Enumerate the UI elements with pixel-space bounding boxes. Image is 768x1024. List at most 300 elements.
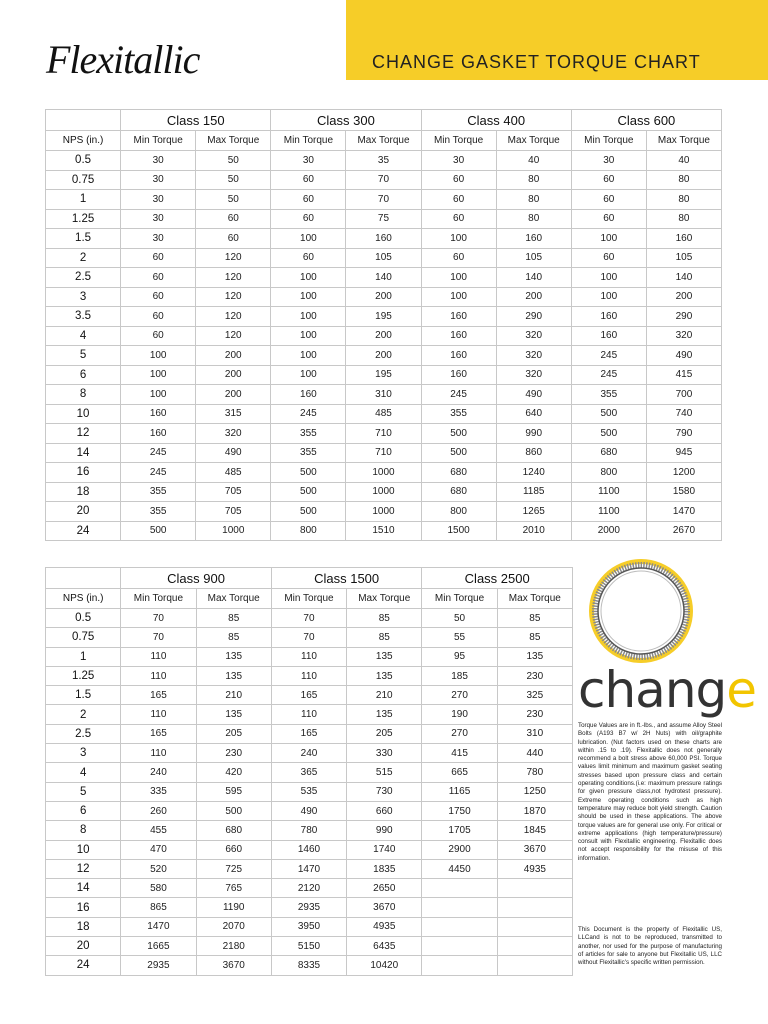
- torque-value-cell: 2180: [196, 937, 271, 956]
- torque-value-cell: 355: [271, 443, 346, 463]
- torque-value-cell: 320: [496, 346, 571, 366]
- torque-value-cell: 40: [496, 151, 571, 171]
- nps-size-cell: 18: [46, 482, 121, 502]
- torque-value-cell: 60: [121, 268, 196, 288]
- torque-value-cell: 100: [271, 229, 346, 249]
- torque-value-cell: 1100: [571, 482, 646, 502]
- torque-value-cell: 50: [196, 151, 271, 171]
- torque-value-cell: 355: [121, 502, 196, 522]
- torque-value-cell: 1835: [347, 859, 422, 878]
- table-row: [46, 385, 722, 405]
- torque-value-cell: 705: [196, 502, 271, 522]
- torque-value-cell: 135: [497, 647, 572, 666]
- torque-value-cell: 730: [347, 782, 422, 801]
- table-row: [46, 782, 573, 801]
- torque-value-cell: 60: [571, 170, 646, 190]
- torque-value-cell: 135: [196, 647, 271, 666]
- header-blank-cell: [46, 568, 121, 589]
- torque-value-cell: 860: [496, 443, 571, 463]
- torque-value-cell: 200: [496, 287, 571, 307]
- torque-value-cell: 80: [496, 170, 571, 190]
- max-torque-header: Max Torque: [646, 131, 721, 151]
- torque-value-cell: 515: [347, 763, 422, 782]
- torque-value-cell: 40: [646, 151, 721, 171]
- torque-value-cell: 355: [271, 424, 346, 444]
- torque-value-cell: 245: [121, 443, 196, 463]
- max-torque-header: Max Torque: [196, 589, 271, 609]
- torque-value-cell: 1460: [271, 840, 346, 859]
- torque-value-cell: 30: [271, 151, 346, 171]
- nps-size-cell: 6: [46, 801, 121, 820]
- torque-value-cell: 680: [571, 443, 646, 463]
- torque-value-cell: 740: [646, 404, 721, 424]
- property-notice: This Document is the property of Flexitallic US, LLCand is not to be reproduced, transmitted to another, nor used for the purpose of manufacturing of articles for sale to anyone but Flexitallic US, LLC without Flexitallic's specific written permission.: [578, 926, 722, 967]
- torque-value-cell: 210: [347, 686, 422, 705]
- torque-value-cell: 1845: [497, 821, 572, 840]
- torque-value-cell: 100: [271, 268, 346, 288]
- torque-value-cell: 120: [196, 287, 271, 307]
- nps-size-cell: 5: [46, 782, 121, 801]
- torque-value-cell: 680: [421, 463, 496, 483]
- table-row: [46, 346, 722, 366]
- torque-value-cell: 490: [196, 443, 271, 463]
- header-blank-cell: [46, 110, 121, 131]
- torque-value-cell: 135: [347, 666, 422, 685]
- torque-value-cell: 160: [346, 229, 421, 249]
- torque-value-cell: 100: [421, 229, 496, 249]
- gasket-ring-icon: [586, 556, 696, 666]
- nps-size-cell: 24: [46, 956, 121, 975]
- torque-value-cell: 3670: [347, 898, 422, 917]
- min-torque-header: Min Torque: [571, 131, 646, 151]
- nps-size-cell: 5: [46, 346, 121, 366]
- torque-value-cell: 140: [646, 268, 721, 288]
- nps-size-cell: 2.5: [46, 268, 121, 288]
- torque-value-cell: 100: [571, 229, 646, 249]
- torque-value-cell: 100: [121, 346, 196, 366]
- torque-value-cell: 165: [271, 724, 346, 743]
- torque-value-cell: 990: [496, 424, 571, 444]
- torque-value-cell: 110: [121, 666, 196, 685]
- torque-value-cell: 310: [346, 385, 421, 405]
- torque-value-cell: 140: [346, 268, 421, 288]
- torque-value-cell: 60: [121, 287, 196, 307]
- torque-value-cell: 800: [571, 463, 646, 483]
- torque-value-cell: 490: [496, 385, 571, 405]
- torque-value-cell: 200: [646, 287, 721, 307]
- torque-value-cell: [497, 917, 572, 936]
- torque-value-cell: 135: [347, 647, 422, 666]
- torque-value-cell: 945: [646, 443, 721, 463]
- min-torque-header: Min Torque: [421, 131, 496, 151]
- torque-value-cell: 200: [346, 346, 421, 366]
- torque-value-cell: 420: [196, 763, 271, 782]
- table-row: [46, 744, 573, 763]
- torque-value-cell: 660: [196, 840, 271, 859]
- nps-size-cell: 1.5: [46, 686, 121, 705]
- torque-value-cell: 60: [421, 190, 496, 210]
- torque-value-cell: 50: [196, 170, 271, 190]
- nps-size-cell: 1.5: [46, 229, 121, 249]
- torque-value-cell: 1000: [196, 521, 271, 541]
- torque-value-cell: 4935: [497, 859, 572, 878]
- torque-value-cell: 765: [196, 879, 271, 898]
- torque-value-cell: 245: [571, 365, 646, 385]
- torque-value-cell: 230: [497, 705, 572, 724]
- torque-value-cell: 1580: [646, 482, 721, 502]
- torque-value-cell: 60: [121, 307, 196, 327]
- torque-value-cell: 500: [271, 463, 346, 483]
- torque-value-cell: [497, 937, 572, 956]
- torque-value-cell: 1470: [271, 859, 346, 878]
- torque-value-cell: 865: [121, 898, 196, 917]
- torque-value-cell: 205: [347, 724, 422, 743]
- torque-value-cell: 60: [421, 209, 496, 229]
- torque-value-cell: [422, 956, 497, 975]
- class-header: Class 600: [571, 110, 721, 131]
- torque-value-cell: 165: [271, 686, 346, 705]
- torque-value-cell: 135: [347, 705, 422, 724]
- torque-value-cell: 320: [496, 365, 571, 385]
- table-row: [46, 482, 722, 502]
- torque-value-cell: 270: [422, 724, 497, 743]
- nps-size-cell: 1.25: [46, 209, 121, 229]
- torque-value-cell: 120: [196, 307, 271, 327]
- torque-value-cell: 30: [121, 190, 196, 210]
- torque-value-cell: 60: [271, 170, 346, 190]
- torque-value-cell: 1665: [121, 937, 196, 956]
- torque-value-cell: 120: [196, 268, 271, 288]
- table-row: [46, 151, 722, 171]
- torque-value-cell: 440: [497, 744, 572, 763]
- torque-value-cell: 70: [271, 628, 346, 647]
- torque-value-cell: 100: [271, 307, 346, 327]
- torque-value-cell: 75: [346, 209, 421, 229]
- torque-value-cell: 50: [196, 190, 271, 210]
- torque-value-cell: 120: [196, 248, 271, 268]
- torque-value-cell: 710: [346, 424, 421, 444]
- table-row: [46, 686, 573, 705]
- torque-value-cell: 85: [347, 609, 422, 628]
- torque-value-cell: 1000: [346, 482, 421, 502]
- nps-size-cell: 20: [46, 937, 121, 956]
- torque-value-cell: 355: [121, 482, 196, 502]
- torque-value-cell: 80: [646, 170, 721, 190]
- nps-size-cell: 12: [46, 424, 121, 444]
- torque-value-cell: 110: [121, 647, 196, 666]
- nps-size-cell: 3.5: [46, 307, 121, 327]
- torque-value-cell: 85: [497, 609, 572, 628]
- torque-value-cell: 100: [421, 268, 496, 288]
- torque-value-cell: [497, 956, 572, 975]
- torque-value-cell: 2650: [347, 879, 422, 898]
- max-torque-header: Max Torque: [496, 131, 571, 151]
- torque-value-cell: 1185: [496, 482, 571, 502]
- class-header: Class 150: [121, 110, 271, 131]
- torque-value-cell: 790: [646, 424, 721, 444]
- nps-size-cell: 2: [46, 248, 121, 268]
- torque-value-cell: 8335: [271, 956, 346, 975]
- torque-value-cell: 110: [271, 647, 346, 666]
- torque-value-cell: 5150: [271, 937, 346, 956]
- nps-size-cell: 1: [46, 647, 121, 666]
- torque-value-cell: 200: [196, 385, 271, 405]
- torque-value-cell: 70: [121, 609, 196, 628]
- torque-value-cell: 800: [271, 521, 346, 541]
- torque-value-cell: 85: [196, 609, 271, 628]
- table-row: [46, 821, 573, 840]
- torque-value-cell: 1190: [196, 898, 271, 917]
- torque-value-cell: 500: [421, 424, 496, 444]
- torque-value-cell: 185: [422, 666, 497, 685]
- torque-value-cell: 100: [121, 365, 196, 385]
- table-row: [46, 424, 722, 444]
- torque-value-cell: 55: [422, 628, 497, 647]
- torque-value-cell: 1165: [422, 782, 497, 801]
- torque-value-cell: 1200: [646, 463, 721, 483]
- torque-value-cell: 455: [121, 821, 196, 840]
- nps-size-cell: 8: [46, 821, 121, 840]
- torque-value-cell: [497, 898, 572, 917]
- table-row: [46, 705, 573, 724]
- nps-size-cell: 16: [46, 463, 121, 483]
- nps-size-cell: 0.5: [46, 151, 121, 171]
- torque-value-cell: 85: [347, 628, 422, 647]
- torque-value-cell: 60: [271, 190, 346, 210]
- torque-value-cell: [422, 937, 497, 956]
- table-row: [46, 859, 573, 878]
- torque-value-cell: 500: [271, 482, 346, 502]
- torque-value-cell: 100: [271, 287, 346, 307]
- torque-value-cell: 105: [646, 248, 721, 268]
- class-header: Class 300: [271, 110, 421, 131]
- class-header: Class 2500: [422, 568, 573, 589]
- torque-value-cell: 245: [571, 346, 646, 366]
- torque-value-cell: 3950: [271, 917, 346, 936]
- torque-value-cell: 60: [421, 248, 496, 268]
- torque-value-cell: 780: [497, 763, 572, 782]
- nps-size-cell: 18: [46, 917, 121, 936]
- torque-value-cell: 230: [196, 744, 271, 763]
- torque-value-cell: 245: [421, 385, 496, 405]
- nps-header: NPS (in.): [46, 589, 121, 609]
- torque-value-cell: 70: [271, 609, 346, 628]
- table-row: [46, 229, 722, 249]
- torque-value-cell: 30: [121, 170, 196, 190]
- nps-size-cell: 1: [46, 190, 121, 210]
- table-row: [46, 666, 573, 685]
- torque-value-cell: 3670: [196, 956, 271, 975]
- torque-value-cell: 160: [646, 229, 721, 249]
- torque-value-cell: 1250: [497, 782, 572, 801]
- torque-value-cell: 335: [121, 782, 196, 801]
- nps-size-cell: 0.75: [46, 170, 121, 190]
- torque-value-cell: 245: [121, 463, 196, 483]
- torque-value-cell: 210: [196, 686, 271, 705]
- table-row: [46, 937, 573, 956]
- torque-value-cell: 10420: [347, 956, 422, 975]
- torque-value-cell: 325: [497, 686, 572, 705]
- nps-header: NPS (in.): [46, 131, 121, 151]
- torque-value-cell: 85: [196, 628, 271, 647]
- torque-value-cell: 2900: [422, 840, 497, 859]
- torque-value-cell: 80: [496, 209, 571, 229]
- torque-value-cell: 140: [496, 268, 571, 288]
- torque-value-cell: 35: [346, 151, 421, 171]
- table-row: [46, 840, 573, 859]
- torque-value-cell: 200: [346, 326, 421, 346]
- nps-size-cell: 2: [46, 705, 121, 724]
- nps-size-cell: 6: [46, 365, 121, 385]
- torque-value-cell: 6435: [347, 937, 422, 956]
- min-torque-header: Min Torque: [422, 589, 497, 609]
- table-row: [46, 956, 573, 975]
- torque-value-cell: 2000: [571, 521, 646, 541]
- torque-value-cell: 195: [346, 307, 421, 327]
- torque-value-cell: 270: [422, 686, 497, 705]
- min-torque-header: Min Torque: [121, 131, 196, 151]
- torque-value-cell: 330: [347, 744, 422, 763]
- torque-value-cell: 60: [196, 209, 271, 229]
- torque-value-cell: 160: [121, 404, 196, 424]
- table-row: [46, 724, 573, 743]
- torque-value-cell: 160: [271, 385, 346, 405]
- torque-value-cell: 1100: [571, 502, 646, 522]
- torque-value-cell: 355: [571, 385, 646, 405]
- torque-value-cell: [497, 879, 572, 898]
- torque-value-cell: 200: [346, 287, 421, 307]
- title-banner: [346, 0, 768, 80]
- torque-value-cell: 1870: [497, 801, 572, 820]
- torque-value-cell: 135: [196, 666, 271, 685]
- torque-value-cell: 165: [121, 686, 196, 705]
- torque-value-cell: 160: [571, 326, 646, 346]
- max-torque-header: Max Torque: [347, 589, 422, 609]
- torque-value-cell: 1240: [496, 463, 571, 483]
- torque-value-cell: 85: [497, 628, 572, 647]
- torque-value-cell: 60: [271, 209, 346, 229]
- torque-value-cell: 500: [196, 801, 271, 820]
- nps-size-cell: 2.5: [46, 724, 121, 743]
- table-row: [46, 248, 722, 268]
- nps-size-cell: 24: [46, 521, 121, 541]
- torque-value-cell: 240: [271, 744, 346, 763]
- torque-value-cell: 135: [196, 705, 271, 724]
- min-torque-header: Min Torque: [121, 589, 196, 609]
- torque-value-cell: 100: [571, 268, 646, 288]
- torque-value-cell: 60: [571, 209, 646, 229]
- torque-value-cell: 160: [121, 424, 196, 444]
- torque-value-cell: 1265: [496, 502, 571, 522]
- flexitallic-logo: Flexitallic: [46, 37, 200, 82]
- table-row: [46, 287, 722, 307]
- nps-size-cell: 16: [46, 898, 121, 917]
- torque-value-cell: 100: [571, 287, 646, 307]
- table-row: [46, 898, 573, 917]
- torque-value-cell: 1470: [121, 917, 196, 936]
- table-row: [46, 307, 722, 327]
- torque-value-cell: 60: [196, 229, 271, 249]
- nps-size-cell: 12: [46, 859, 121, 878]
- torque-value-cell: 190: [422, 705, 497, 724]
- torque-notes: Torque Values are in ft.-lbs., and assume Alloy Steel Bolts (A193 B7 w/ 2H Nuts) with oil/graphite lubrication. (Nut factors used on these charts are within .15 to .19). Flexitallic does not generally recommend a bolt stress above 60,000 PSI. Torque values limit minimum and maximum gasket seating stresses based upon pressure class and certain operating conditions.(i.e: maximum pressure ratings for given pressure class,not hydrotest pressure). Extreme operating conditions such as high temperature may reduce bolt yield strength. Caution should be used in these applications. The above torque values are for general use only. For critical or extreme applications (high temperature/pressure) consult with Flexitallic engineering. Flexitallic does not accept responsibility for the misuse of this information.: [578, 722, 722, 862]
- torque-value-cell: 1705: [422, 821, 497, 840]
- torque-value-cell: 780: [271, 821, 346, 840]
- torque-value-cell: 3670: [497, 840, 572, 859]
- torque-value-cell: 290: [496, 307, 571, 327]
- table-row: [46, 209, 722, 229]
- torque-value-cell: 110: [271, 666, 346, 685]
- torque-value-cell: 200: [196, 365, 271, 385]
- torque-value-cell: 70: [346, 190, 421, 210]
- torque-value-cell: 315: [196, 404, 271, 424]
- torque-value-cell: 80: [646, 209, 721, 229]
- nps-size-cell: 0.5: [46, 609, 121, 628]
- torque-value-cell: 470: [121, 840, 196, 859]
- table-row: [46, 521, 722, 541]
- torque-value-cell: 520: [121, 859, 196, 878]
- torque-value-cell: 260: [121, 801, 196, 820]
- torque-value-cell: 500: [421, 443, 496, 463]
- torque-value-cell: 535: [271, 782, 346, 801]
- nps-size-cell: 20: [46, 502, 121, 522]
- nps-size-cell: 8: [46, 385, 121, 405]
- torque-value-cell: 160: [496, 229, 571, 249]
- torque-value-cell: 60: [421, 170, 496, 190]
- max-torque-header: Max Torque: [497, 589, 572, 609]
- class-header: Class 400: [421, 110, 571, 131]
- nps-size-cell: 0.75: [46, 628, 121, 647]
- torque-value-cell: 240: [121, 763, 196, 782]
- min-torque-header: Min Torque: [271, 589, 346, 609]
- torque-value-cell: 485: [346, 404, 421, 424]
- torque-value-cell: 60: [271, 248, 346, 268]
- torque-value-cell: 580: [121, 879, 196, 898]
- torque-value-cell: 2670: [646, 521, 721, 541]
- torque-value-cell: 60: [571, 248, 646, 268]
- torque-value-cell: 30: [421, 151, 496, 171]
- torque-value-cell: 80: [496, 190, 571, 210]
- table-row: [46, 463, 722, 483]
- torque-value-cell: 500: [271, 502, 346, 522]
- torque-value-cell: 990: [347, 821, 422, 840]
- torque-value-cell: 205: [196, 724, 271, 743]
- torque-table-high-class: [45, 567, 573, 976]
- torque-value-cell: 1470: [646, 502, 721, 522]
- torque-value-cell: [422, 898, 497, 917]
- nps-size-cell: 1.25: [46, 666, 121, 685]
- torque-value-cell: 105: [496, 248, 571, 268]
- torque-value-cell: 2070: [196, 917, 271, 936]
- torque-value-cell: 500: [571, 404, 646, 424]
- torque-value-cell: 110: [121, 705, 196, 724]
- torque-value-cell: 60: [571, 190, 646, 210]
- table-row: [46, 170, 722, 190]
- torque-value-cell: 2935: [121, 956, 196, 975]
- torque-value-cell: 2935: [271, 898, 346, 917]
- torque-value-cell: 680: [421, 482, 496, 502]
- table-row: [46, 326, 722, 346]
- torque-value-cell: 1500: [421, 521, 496, 541]
- torque-value-cell: 640: [496, 404, 571, 424]
- torque-value-cell: 30: [571, 151, 646, 171]
- torque-value-cell: 95: [422, 647, 497, 666]
- torque-value-cell: [422, 879, 497, 898]
- torque-table-low-class: [45, 109, 722, 541]
- torque-value-cell: 4450: [422, 859, 497, 878]
- torque-value-cell: 60: [121, 248, 196, 268]
- torque-value-cell: 160: [421, 346, 496, 366]
